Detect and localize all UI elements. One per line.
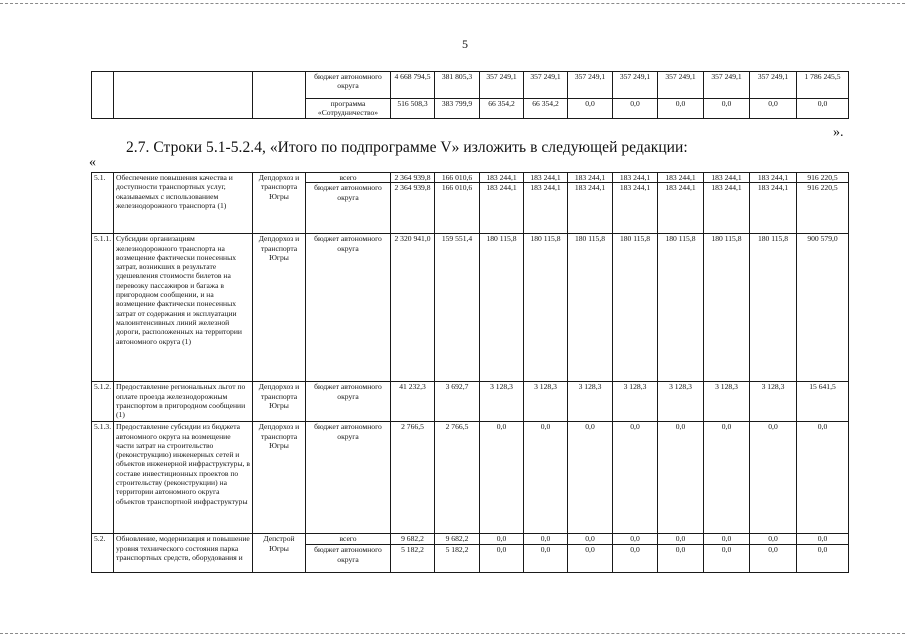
value-cell: 0,0 [658,534,704,545]
value-cell: 180 115,8 [750,234,797,382]
value-cell: 2 766,5 [435,422,480,534]
value-cell: 183 244,1 [750,183,797,234]
value-cell: 2 364 939,8 [391,173,435,183]
value-cell: 5 182,2 [391,545,435,573]
value-cell: 0,0 [568,99,613,119]
value-cell: 166 010,6 [435,183,480,234]
funding-source-cell: всего [306,534,391,545]
value-cell: 66 354,2 [524,99,568,119]
value-cell: 0,0 [480,534,524,545]
value-cell: 183 244,1 [480,173,524,183]
executor-cell: Депдорхоз и транспорта Югры [253,173,306,234]
value-cell: 2 766,5 [391,422,435,534]
value-cell: 0,0 [750,422,797,534]
value-cell: 357 249,1 [480,72,524,99]
row-index-cell: 5.1.3. [92,422,114,534]
funding-source-cell: бюджет автономного округа [306,422,391,534]
value-cell: 0,0 [704,545,750,573]
opening-quote: « [89,155,96,170]
row-index-cell: 5.1. [92,173,114,234]
value-cell: 357 249,1 [524,72,568,99]
value-cell: 183 244,1 [568,183,613,234]
value-cell: 9 682,2 [391,534,435,545]
row-name-cell: Предоставление субсидии из бюджета автономного округа на возмещение части затрат на строительство (реконструкцию) инженерных сетей и объектов инженерной инфраструктуры, в составе инвестиционных проектов по строительству (реконструкции) на территории автономного округа объектов транспортной инфраструктуры [114,422,253,534]
value-cell: 0,0 [750,99,797,119]
value-cell: 0,0 [568,422,613,534]
value-cell: 180 115,8 [658,234,704,382]
value-cell: 516 508,3 [391,99,435,119]
table-row [92,534,849,545]
value-cell: 0,0 [480,422,524,534]
value-cell: 3 128,3 [568,382,613,422]
value-cell: 3 128,3 [480,382,524,422]
value-cell: 0,0 [750,534,797,545]
funding-source-cell: бюджет автономного округа [306,72,391,99]
value-cell: 357 249,1 [613,72,658,99]
scan-edge-bottom [0,633,905,634]
value-cell: 183 244,1 [524,173,568,183]
value-cell: 0,0 [797,99,849,119]
value-cell: 183 244,1 [524,183,568,234]
scan-edge-top [0,3,905,4]
value-cell: 180 115,8 [524,234,568,382]
executor-cell [253,72,306,119]
value-cell: 3 128,3 [658,382,704,422]
row-name-cell: Обновление, модернизация и повышение уровня технического состояния парка транспортных средств, оборудования и [114,534,253,573]
value-cell: 0,0 [658,422,704,534]
value-cell: 180 115,8 [613,234,658,382]
value-cell: 0,0 [480,545,524,573]
value-cell: 0,0 [797,534,849,545]
row-index-cell: 5.1.2. [92,382,114,422]
table-row [92,382,849,422]
value-cell: 916 220,5 [797,173,849,183]
value-cell: 0,0 [704,422,750,534]
value-cell: 183 244,1 [704,173,750,183]
value-cell: 3 128,3 [524,382,568,422]
row-name-cell: Обеспечение повышения качества и доступности транспортных услуг, оказываемых с использованием железнодорожного транспорта (1) [114,173,253,234]
value-cell: 357 249,1 [704,72,750,99]
value-cell: 41 232,3 [391,382,435,422]
section-heading: 2.7. Строки 5.1-5.2.4, «Итого по подпрограмме V» изложить в следующей редакции: [126,139,688,156]
row-index-cell: 5.2. [92,534,114,573]
value-cell: 183 244,1 [480,183,524,234]
value-cell: 2 364 939,8 [391,183,435,234]
value-cell: 0,0 [524,422,568,534]
executor-cell: Депстрой Югры [253,534,306,573]
funding-source-cell: бюджет автономного округа [306,382,391,422]
table-row [92,422,849,534]
closing-quote: ». [833,125,844,140]
value-cell: 383 799,9 [435,99,480,119]
value-cell: 3 128,3 [704,382,750,422]
table-row [92,72,849,99]
value-cell: 183 244,1 [658,183,704,234]
value-cell: 0,0 [797,545,849,573]
table-row [92,173,849,183]
value-cell: 357 249,1 [568,72,613,99]
executor-cell: Депдорхоз и транспорта Югры [253,382,306,422]
continuation-table [91,71,849,119]
funding-source-cell: бюджет автономного округа [306,545,391,573]
row-index-cell: 5.1.1. [92,234,114,382]
value-cell: 5 182,2 [435,545,480,573]
value-cell: 0,0 [613,99,658,119]
value-cell: 15 641,5 [797,382,849,422]
funding-source-cell: всего [306,173,391,183]
value-cell: 381 805,3 [435,72,480,99]
value-cell: 4 668 794,5 [391,72,435,99]
value-cell: 0,0 [613,545,658,573]
row-index-cell [92,72,114,119]
value-cell: 0,0 [704,534,750,545]
funding-source-cell: бюджет автономного округа [306,234,391,382]
value-cell: 166 010,6 [435,173,480,183]
row-name-cell: Субсидии организациям железнодорожного транспорта на возмещение фактически понесенных затрат, возникших в результате удешевления стоимости билетов на перевозку пассажиров и багажа в пригородном сообщении, и на возмещение фактически понесенных затрат от содержания и эксплуатации малоинтенсивных линий железной дороги, расположенных на территории автономного округа (1) [114,234,253,382]
value-cell: 0,0 [797,422,849,534]
table-row [92,234,849,382]
value-cell: 900 579,0 [797,234,849,382]
value-cell: 183 244,1 [568,173,613,183]
value-cell: 916 220,5 [797,183,849,234]
value-cell: 183 244,1 [613,173,658,183]
value-cell: 3 128,3 [750,382,797,422]
value-cell: 0,0 [704,99,750,119]
value-cell: 0,0 [613,534,658,545]
value-cell: 3 128,3 [613,382,658,422]
value-cell: 183 244,1 [658,173,704,183]
value-cell: 0,0 [524,534,568,545]
value-cell: 183 244,1 [704,183,750,234]
value-cell: 9 682,2 [435,534,480,545]
value-cell: 66 354,2 [480,99,524,119]
value-cell: 0,0 [658,99,704,119]
value-cell: 2 320 941,0 [391,234,435,382]
executor-cell: Депдорхоз и транспорта Югры [253,422,306,534]
row-name-cell [114,72,253,119]
value-cell: 357 249,1 [750,72,797,99]
value-cell: 0,0 [568,534,613,545]
value-cell: 0,0 [613,422,658,534]
funding-source-cell: программа «Сотрудничество» [306,99,391,119]
value-cell: 357 249,1 [658,72,704,99]
value-cell: 1 786 245,5 [797,72,849,99]
value-cell: 159 551,4 [435,234,480,382]
program-table [91,172,849,573]
value-cell: 0,0 [750,545,797,573]
page-number: 5 [462,37,468,51]
executor-cell: Депдорхоз и транспорта Югры [253,234,306,382]
row-name-cell: Предоставление региональных льгот по оплате проезда железнодорожным транспортом в пригородном сообщении (1) [114,382,253,422]
value-cell: 180 115,8 [704,234,750,382]
value-cell: 180 115,8 [480,234,524,382]
value-cell: 3 692,7 [435,382,480,422]
value-cell: 0,0 [524,545,568,573]
value-cell: 0,0 [658,545,704,573]
value-cell: 183 244,1 [750,173,797,183]
value-cell: 183 244,1 [613,183,658,234]
value-cell: 180 115,8 [568,234,613,382]
funding-source-cell: бюджет автономного округа [306,183,391,234]
value-cell: 0,0 [568,545,613,573]
